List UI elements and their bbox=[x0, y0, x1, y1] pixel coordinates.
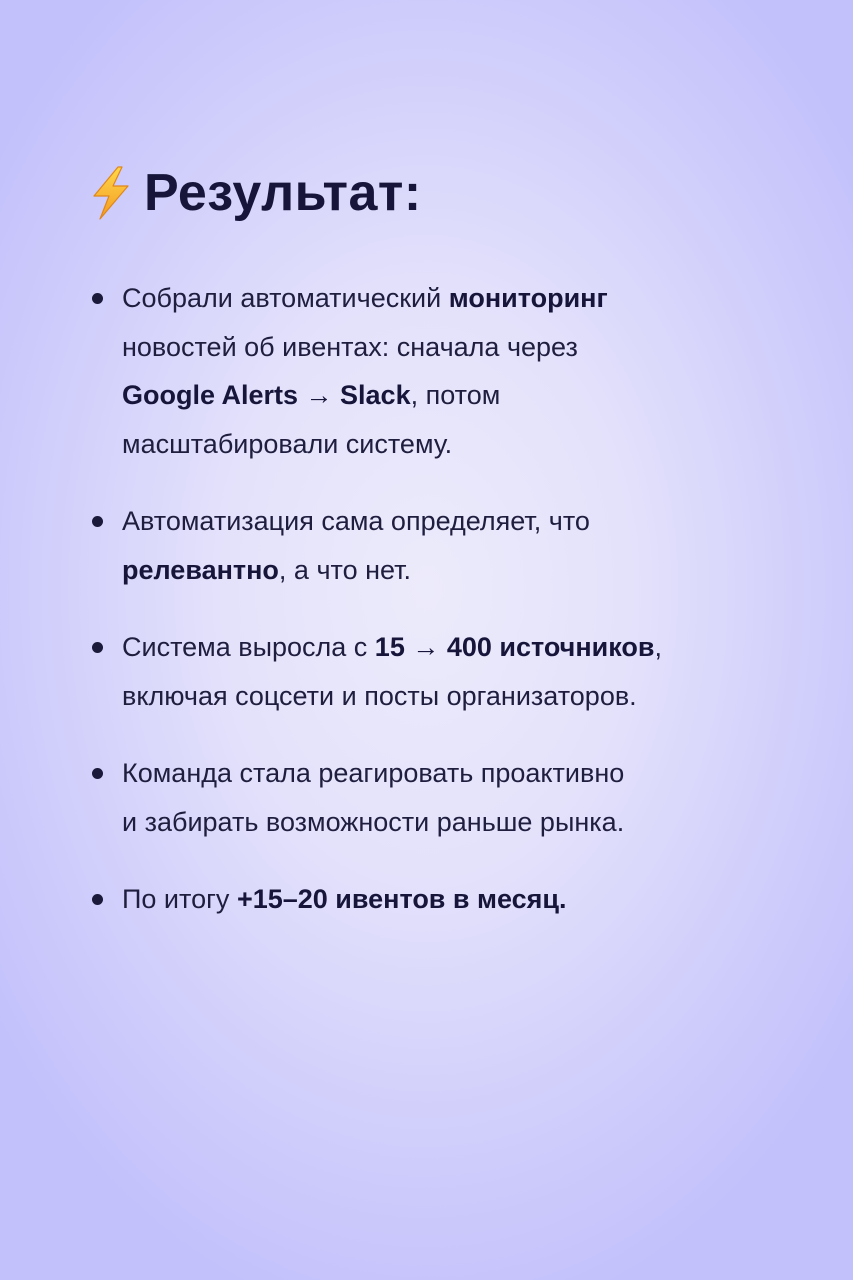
lightning-bolt-icon bbox=[88, 165, 134, 221]
results-list bbox=[90, 274, 810, 953]
bullet-dot-icon bbox=[92, 293, 103, 304]
plain-text: включая соцсети и посты организаторов. bbox=[122, 680, 637, 711]
result-bullet-3 bbox=[90, 623, 810, 720]
result-bullet-1 bbox=[90, 274, 810, 468]
bullet-line bbox=[122, 546, 810, 595]
bold-text: +15–20 ивентов в месяц. bbox=[236, 884, 567, 914]
plain-text: , bbox=[654, 632, 663, 662]
plain-text: , а что нет. bbox=[278, 554, 411, 585]
plain-text: , потом bbox=[410, 380, 501, 410]
plain-text: и забирать возможности раньше рынка. bbox=[122, 806, 625, 837]
plain-text: По итогу bbox=[122, 884, 237, 914]
bullet-line bbox=[122, 371, 810, 420]
bullet-line bbox=[122, 875, 810, 924]
bullet-dot-icon bbox=[92, 768, 103, 779]
bullet-line bbox=[122, 497, 810, 546]
page-title: Результат: bbox=[144, 164, 422, 222]
plain-text: Собрали автоматический bbox=[122, 283, 449, 313]
plain-text: Автоматизация сама определяет, что bbox=[122, 506, 590, 536]
bold-text: мониторинг bbox=[448, 283, 608, 313]
bullet-dot-icon bbox=[92, 516, 103, 527]
bold-text: Google Alerts → Slack bbox=[122, 380, 411, 410]
bullet-line bbox=[122, 420, 810, 469]
plain-text: масштабировали систему. bbox=[122, 428, 453, 459]
bullet-line bbox=[122, 323, 810, 372]
bullet-line bbox=[122, 798, 810, 847]
plain-text: Команда стала реагировать проактивно bbox=[122, 758, 625, 788]
bullet-dot-icon bbox=[92, 642, 103, 653]
result-bullet-2 bbox=[90, 497, 810, 594]
bullet-line bbox=[122, 623, 810, 672]
plain-text: новостей об ивентах: сначала через bbox=[122, 331, 578, 362]
result-heading bbox=[88, 158, 422, 228]
result-bullet-4 bbox=[90, 749, 810, 846]
bold-text: релевантно bbox=[122, 554, 279, 585]
bold-text: 15 → 400 источников bbox=[374, 632, 655, 662]
bullet-line bbox=[122, 749, 810, 798]
bullet-line bbox=[122, 672, 810, 721]
bullet-dot-icon bbox=[92, 894, 103, 905]
result-bullet-5 bbox=[90, 875, 810, 924]
plain-text: Система выросла с bbox=[122, 632, 375, 662]
bullet-line bbox=[122, 274, 810, 323]
